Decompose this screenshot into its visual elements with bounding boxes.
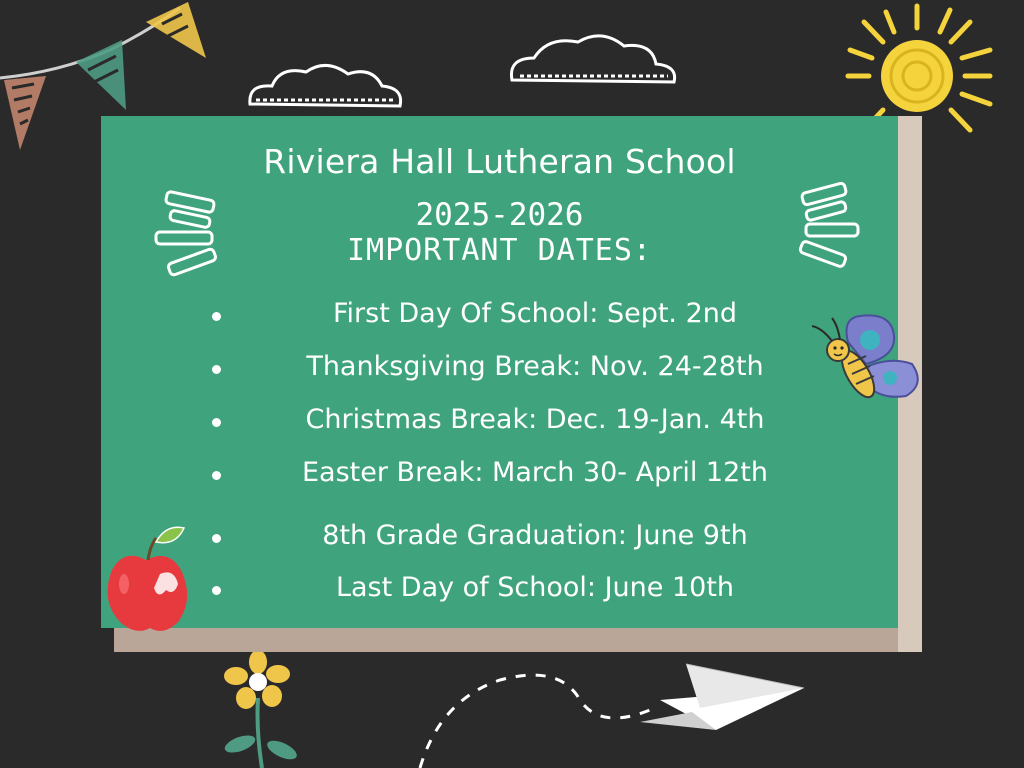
date-label: Christmas Break: Dec. 19-Jan. 4th <box>305 404 765 435</box>
important-dates-heading: IMPORTANT DATES: <box>347 233 652 268</box>
school-year: 2025-2026 <box>415 197 584 233</box>
date-label: Easter Break: March 30- April 12th <box>302 457 768 488</box>
chalk-marks-icon <box>799 183 858 268</box>
school-name: Riviera Hall Lutheran School <box>263 142 736 181</box>
date-label: Thanksgiving Break: Nov. 24-28th <box>306 351 764 382</box>
apple-icon <box>108 527 188 631</box>
date-label: First Day Of School: Sept. 2nd <box>332 298 738 329</box>
date-label: Last Day of School: June 10th <box>335 572 735 603</box>
date-label: 8th Grade Graduation: June 9th <box>322 520 748 551</box>
chalk-marks-icon <box>156 191 217 276</box>
butterfly-icon <box>812 315 918 402</box>
